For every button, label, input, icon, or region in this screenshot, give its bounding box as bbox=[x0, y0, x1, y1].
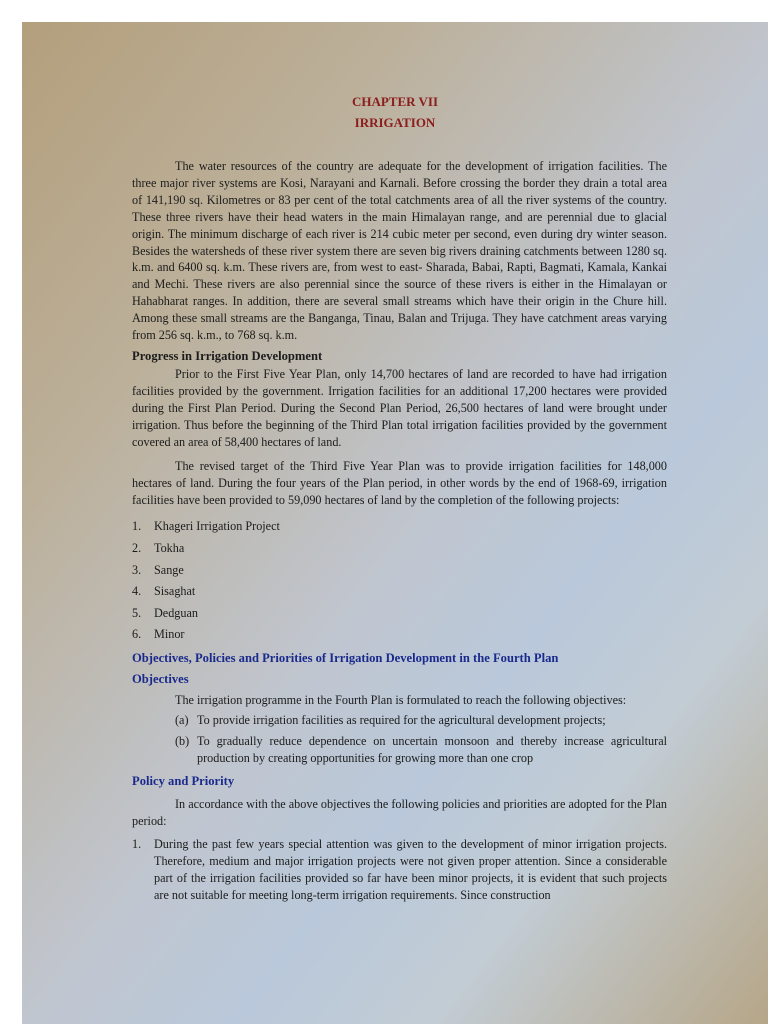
progress-paragraph-1: Prior to the First Five Year Plan, only 14,700 hectares of land are recorded to have had irrigation facilities provided by the government. Irrigation facilities for an additional 17,200 hectares were provided during the First Plan Period. During the Second Plan Period, 26,500 hectares of land were brought under irrigation. Thus before the beginning of the Third Plan total irrigation facilities provided by the government covered an area of 58,400 hectares of land. bbox=[132, 366, 667, 449]
objective-a bbox=[175, 712, 667, 729]
objective-a-text: To provide irrigation facilities as required for the agricultural development projects; bbox=[197, 713, 606, 728]
progress-heading: Progress in Irrigation Development bbox=[132, 348, 323, 363]
list-item bbox=[132, 538, 667, 560]
list-item-text: Sisaghat bbox=[154, 584, 196, 599]
policy-heading: Policy and Priority bbox=[132, 774, 235, 789]
list-item bbox=[132, 559, 667, 581]
objective-a-label: (a) bbox=[175, 713, 189, 728]
projects-list bbox=[132, 516, 667, 646]
list-item bbox=[132, 603, 667, 625]
list-item-text: Minor bbox=[154, 627, 185, 642]
list-item-number: 4. bbox=[132, 584, 142, 599]
policy-item-1 bbox=[132, 836, 667, 904]
policy-item-1-label: 1. bbox=[132, 836, 142, 851]
list-item-text: Khageri Irrigation Project bbox=[154, 519, 280, 534]
objectives-intro: The irrigation programme in the Fourth Plan is formulated to reach the following objectives: bbox=[175, 692, 627, 707]
list-item-number: 6. bbox=[132, 627, 142, 642]
objective-b bbox=[175, 733, 667, 767]
page-content bbox=[132, 158, 667, 903]
list-item-text: Dedguan bbox=[154, 605, 198, 620]
list-item-number: 5. bbox=[132, 605, 142, 620]
objective-b-text: To gradually reduce dependence on uncertain monsoon and thereby increase agricultural production by creating opportunities for growing more than one crop bbox=[197, 734, 667, 766]
list-item bbox=[132, 581, 667, 603]
list-item-number: 1. bbox=[132, 519, 142, 534]
objectives-main-heading: Objectives, Policies and Priorities of Irrigation Development in the Fourth Plan bbox=[132, 650, 559, 665]
policy-item-1-text: During the past few years special attention was given to the development of minor irrigation projects. Therefore, medium and major irrigation projects were not given proper attention. Since a considerable part of the irrigation facilities provided so far have been minor projects, it is evident that such projects are not suitable for meeting long-term irrigation requirements. Since construction bbox=[154, 836, 667, 902]
objectives-heading: Objectives bbox=[132, 671, 189, 686]
chapter-title: IRRIGATION bbox=[354, 115, 436, 130]
list-item-text: Sange bbox=[154, 562, 184, 577]
list-item-number: 3. bbox=[132, 562, 142, 577]
list-item bbox=[132, 516, 667, 538]
list-item-number: 2. bbox=[132, 541, 142, 556]
list-item bbox=[132, 624, 667, 646]
progress-paragraph-2: The revised target of the Third Five Year Plan was to provide irrigation facilities for 148,000 hectares of land. During the four years of the Plan period, in other words by the end of 1968-69, irrigation facilities have been provided to 59,090 hectares of land by the completion of the following projects: bbox=[132, 459, 667, 508]
intro-paragraph: The water resources of the country are adequate for the development of irrigation facilities. The three major river systems are Kosi, Narayani and Karnali. Before crossing the border they drain a total area of 141,190 sq. Kilometres or 83 per cent of the total catchments area of all the river systems of the country. These three rivers have their head waters in the main Himalayan range, and are perennial due to glacial origin. The minimum discharge of each river is 214 cubic meter per second, even during dry winter season. Besides the watersheds of these river system there are seven big rivers draining catchments between 1280 sq. k.m. and 6400 sq. k.m. These rivers are, from west to east- Sharada, Babai, Rapti, Bagmati, Kamala, Kankai and Mechi. These rivers are also perennial since the source of these rivers is either in the Himalayan or Hahabharat ranges. In addition, there are several small streams which have their origin in the Chure hill. Among these small streams are the Banganga, Tinau, Balan and Trijuga. They have catchment areas varying from 256 sq. k.m., to 768 sq. k.m. bbox=[132, 159, 667, 343]
policy-intro: In accordance with the above objectives the following policies and priorities are adopted for the Plan period: bbox=[132, 797, 667, 828]
chapter-number: CHAPTER VII bbox=[351, 94, 439, 109]
objective-b-label: (b) bbox=[175, 734, 190, 749]
list-item-text: Tokha bbox=[154, 541, 185, 556]
document-page bbox=[22, 22, 768, 1024]
